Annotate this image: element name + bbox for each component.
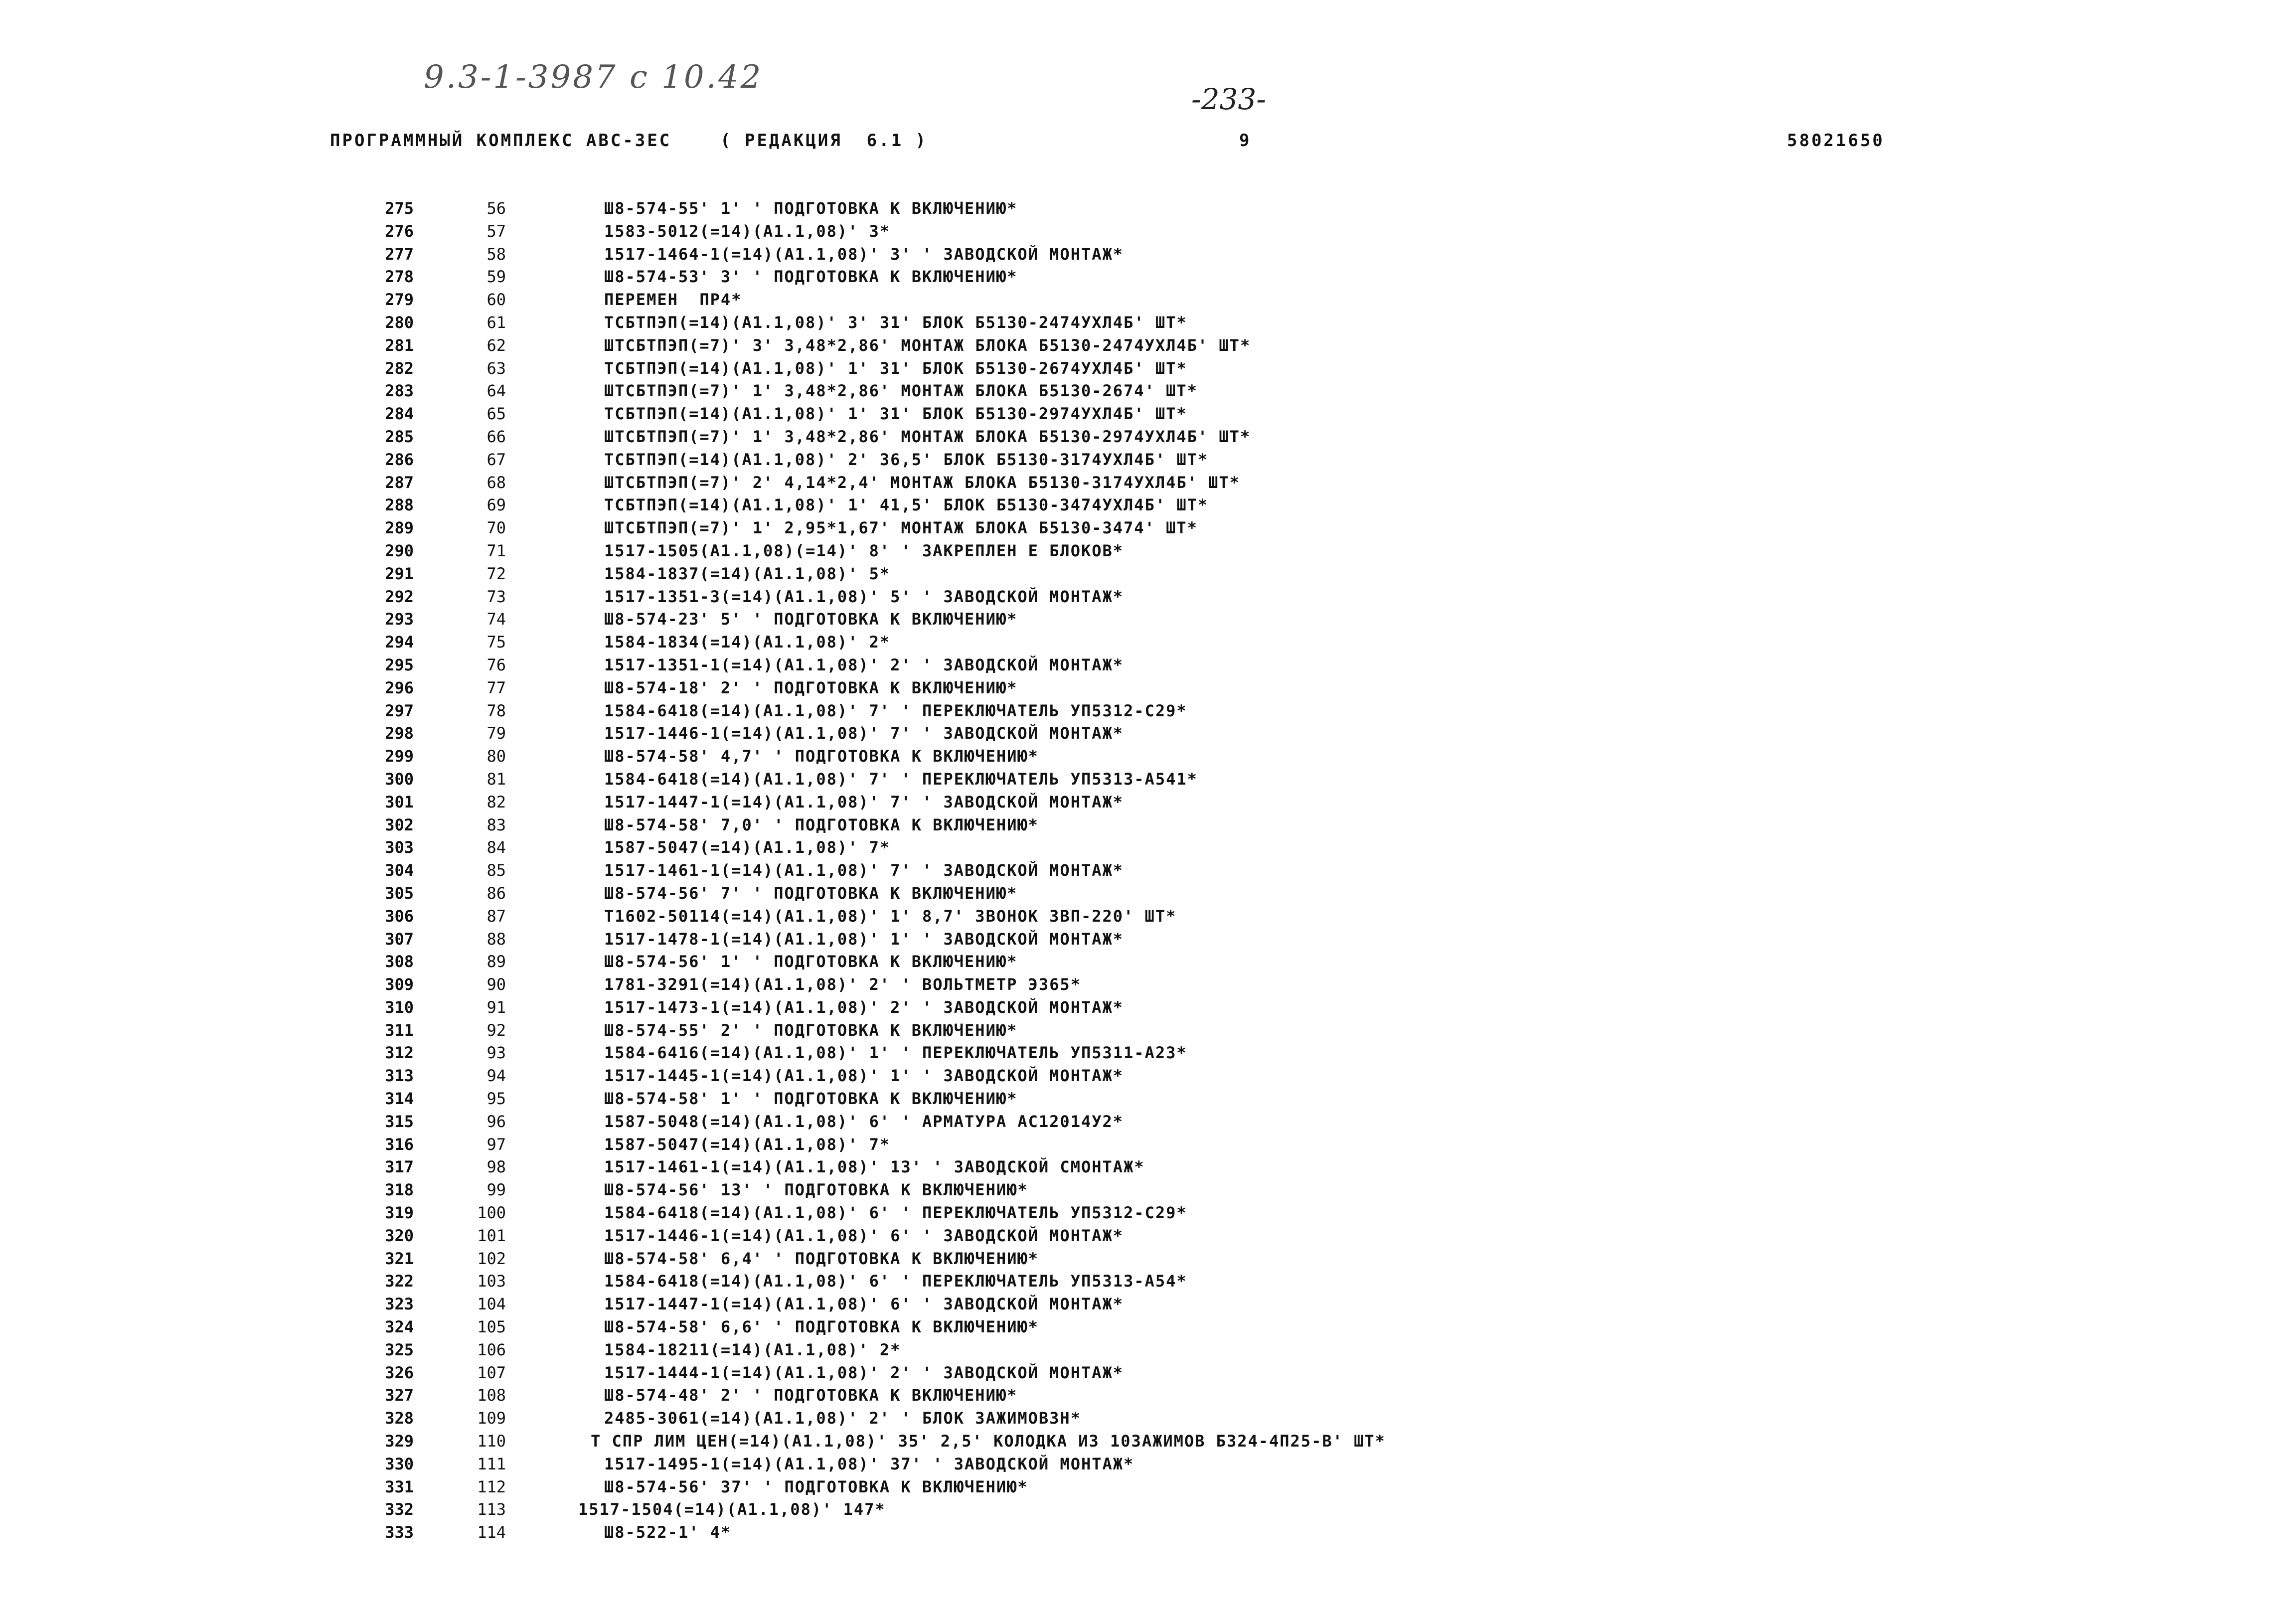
page-number: -233-	[1191, 82, 1266, 116]
sequence-number: 72	[486, 564, 506, 583]
line-number: 289	[385, 518, 414, 538]
listing-row	[0, 334, 2270, 357]
line-number: 332	[385, 1500, 414, 1519]
statement-text: 1517-1447-1(=14)(А1.1,08)' 7' ' ЗАВОДСКОЙ МОНТАЖ*	[604, 792, 1124, 812]
line-number: 331	[385, 1477, 414, 1496]
line-number: 328	[385, 1409, 414, 1428]
statement-text: 1517-1473-1(=14)(А1.1,08)' 2' ' ЗАВОДСКОЙ МОНТАЖ*	[604, 997, 1124, 1017]
listing-row	[0, 608, 2270, 631]
listing-row	[0, 1134, 2270, 1156]
sequence-number: 59	[486, 267, 506, 287]
line-number: 294	[385, 633, 414, 652]
sequence-number: 94	[486, 1066, 506, 1086]
line-number: 306	[385, 906, 414, 926]
line-number: 303	[385, 838, 414, 857]
sequence-number: 76	[486, 655, 506, 674]
line-number: 323	[385, 1295, 414, 1314]
line-number: 318	[385, 1180, 414, 1200]
statement-text: 1517-1444-1(=14)(А1.1,08)' 2' ' ЗАВОДСКОЙ МОНТАЖ*	[604, 1363, 1124, 1382]
statement-text: Ш8-574-58' 7,0' ' ПОДГОТОВКА К ВКЛЮЧЕНИЮ*	[604, 815, 1039, 834]
line-number: 279	[385, 290, 414, 310]
sequence-number: 96	[486, 1112, 506, 1131]
statement-text: ПЕРЕМЕН ПР4*	[604, 290, 742, 310]
line-number: 292	[385, 587, 414, 606]
statement-text: ШТСБТПЭП(=7)' 1' 3,48*2,86' МОНТАЖ БЛОКА Б5130-2974УХЛ4Б' ШТ*	[604, 427, 1251, 446]
statement-text: Ш8-574-48' 2' ' ПОДГОТОВКА К ВКЛЮЧЕНИЮ*	[604, 1386, 1018, 1405]
line-number: 280	[385, 313, 414, 332]
listing-row	[0, 928, 2270, 951]
sequence-number: 99	[486, 1180, 506, 1200]
line-number: 307	[385, 929, 414, 949]
line-number: 285	[385, 427, 414, 446]
sequence-number: 86	[486, 883, 506, 903]
statement-text: Ш8-574-58' 1' ' ПОДГОТОВКА К ВКЛЮЧЕНИЮ*	[604, 1089, 1018, 1109]
listing-row	[0, 220, 2270, 243]
sequence-number: 106	[477, 1340, 506, 1359]
listing-row	[0, 1270, 2270, 1293]
sequence-number: 79	[486, 724, 506, 743]
statement-text: Ш8-522-1' 4*	[604, 1523, 732, 1542]
handwritten-note: 9.3-1-3987 с 10.42	[424, 59, 763, 96]
statement-text: 1517-1351-3(=14)(А1.1,08)' 5' ' ЗАВОДСКОЙ МОНТАЖ*	[604, 587, 1124, 606]
line-number: 324	[385, 1317, 414, 1337]
sequence-number: 75	[486, 633, 506, 652]
statement-text: Ш8-574-56' 13' ' ПОДГОТОВКА К ВКЛЮЧЕНИЮ*	[604, 1180, 1028, 1200]
line-number: 325	[385, 1340, 414, 1359]
sequence-number: 110	[477, 1432, 506, 1451]
sequence-number: 89	[486, 952, 506, 972]
listing-row	[0, 996, 2270, 1019]
line-number: 321	[385, 1249, 414, 1268]
line-number: 300	[385, 769, 414, 789]
line-number: 308	[385, 952, 414, 972]
sequence-number: 92	[486, 1020, 506, 1040]
sequence-number: 98	[486, 1157, 506, 1177]
listing-row	[0, 586, 2270, 609]
line-number: 295	[385, 655, 414, 674]
statement-text: ШТСБТПЭП(=7)' 3' 3,48*2,86' МОНТАЖ БЛОКА Б5130-2474УХЛ4Б' ШТ*	[604, 335, 1251, 355]
line-number: 299	[385, 747, 414, 766]
line-number: 309	[385, 975, 414, 994]
statement-text: 1517-1445-1(=14)(А1.1,08)' 1' ' ЗАВОДСКОЙ МОНТАЖ*	[604, 1066, 1124, 1086]
statement-text: Ш8-574-55' 2' ' ПОДГОТОВКА К ВКЛЮЧЕНИЮ*	[604, 1020, 1018, 1040]
listing-row	[0, 859, 2270, 882]
sequence-number: 57	[486, 221, 506, 241]
line-number: 302	[385, 815, 414, 834]
sequence-number: 78	[486, 701, 506, 720]
listing-row	[0, 1430, 2270, 1453]
statement-text: 2485-3061(=14)(А1.1,08)' 2' ' БЛОК ЗАЖИМОВ3Н*	[604, 1409, 1081, 1428]
listing-row	[0, 1453, 2270, 1476]
listing-row	[0, 1019, 2270, 1042]
header-document-code: 58021650	[1787, 131, 1885, 151]
line-number: 286	[385, 450, 414, 469]
statement-text: ТСБТПЭП(=14)(А1.1,08)' 1' 41,5' БЛОК Б5130-3474УХЛ4Б' ШТ*	[604, 495, 1209, 515]
sequence-number: 68	[486, 473, 506, 492]
listing-row	[0, 266, 2270, 289]
listing-row	[0, 836, 2270, 859]
statement-text: Ш8-574-58' 6,4' ' ПОДГОТОВКА К ВКЛЮЧЕНИЮ*	[604, 1249, 1039, 1268]
line-number: 287	[385, 473, 414, 492]
listing-row	[0, 1521, 2270, 1544]
sequence-number: 63	[486, 358, 506, 378]
sequence-number: 109	[477, 1409, 506, 1428]
sequence-number: 91	[486, 997, 506, 1017]
sequence-number: 104	[477, 1295, 506, 1314]
listing-row	[0, 1179, 2270, 1202]
sequence-number: 62	[486, 335, 506, 355]
sequence-number: 60	[486, 290, 506, 310]
sequence-number: 88	[486, 929, 506, 949]
line-number: 291	[385, 564, 414, 583]
line-number: 283	[385, 381, 414, 401]
listing-row	[0, 1225, 2270, 1248]
line-number: 322	[385, 1272, 414, 1291]
statement-text: 1584-1837(=14)(А1.1,08)' 5*	[604, 564, 891, 583]
line-number: 311	[385, 1020, 414, 1040]
sequence-number: 82	[486, 792, 506, 812]
statement-text: 1517-1461-1(=14)(А1.1,08)' 7' ' ЗАВОДСКОЙ МОНТАЖ*	[604, 861, 1124, 880]
statement-text: 1517-1495-1(=14)(А1.1,08)' 37' ' ЗАВОДСКОЙ МОНТАЖ*	[604, 1454, 1135, 1473]
listing-row	[0, 974, 2270, 996]
statement-text: ТСБТПЭП(=14)(А1.1,08)' 2' 36,5' БЛОК Б5130-3174УХЛ4Б' ШТ*	[604, 450, 1209, 469]
sequence-number: 100	[477, 1203, 506, 1223]
statement-text: Ш8-574-18' 2' ' ПОДГОТОВКА К ВКЛЮЧЕНИЮ*	[604, 678, 1018, 697]
sequence-number: 102	[477, 1249, 506, 1268]
listing-row	[0, 768, 2270, 791]
sequence-number: 103	[477, 1272, 506, 1291]
listing-row	[0, 905, 2270, 928]
statement-text: 1781-3291(=14)(А1.1,08)' 2' ' ВОЛЬТМЕТР Э365*	[604, 975, 1081, 994]
sequence-number: 114	[477, 1523, 506, 1542]
line-number: 320	[385, 1226, 414, 1245]
listing-row	[0, 1088, 2270, 1111]
statement-text: 1517-1478-1(=14)(А1.1,08)' 1' ' ЗАВОДСКОЙ МОНТАЖ*	[604, 929, 1124, 949]
listing-row	[0, 1202, 2270, 1225]
sequence-number: 85	[486, 861, 506, 880]
statement-text: 1583-5012(=14)(А1.1,08)' 3*	[604, 221, 891, 241]
line-number: 275	[385, 199, 414, 218]
line-number: 329	[385, 1432, 414, 1451]
line-number: 276	[385, 221, 414, 241]
statement-text: Ш8-574-56' 7' ' ПОДГОТОВКА К ВКЛЮЧЕНИЮ*	[604, 883, 1018, 903]
statement-text: ШТСБТПЭП(=7)' 1' 2,95*1,67' МОНТАЖ БЛОКА Б5130-3474' ШТ*	[604, 518, 1198, 538]
line-number: 288	[385, 495, 414, 515]
statement-text: ШТСБТПЭП(=7)' 2' 4,14*2,4' МОНТАЖ БЛОКА Б5130-3174УХЛ4Б' ШТ*	[604, 473, 1240, 492]
line-number: 333	[385, 1523, 414, 1542]
line-number: 290	[385, 541, 414, 560]
listing-row	[0, 1156, 2270, 1179]
listing-row	[0, 1362, 2270, 1385]
listing-row	[0, 540, 2270, 563]
listing-row	[0, 951, 2270, 974]
statement-text: Т1602-50114(=14)(А1.1,08)' 1' 8,7' ЗВОНОК ЗВП-220' ШТ*	[604, 906, 1177, 926]
line-number: 313	[385, 1066, 414, 1086]
listing-row	[0, 1476, 2270, 1499]
statement-text: 1584-6416(=14)(А1.1,08)' 1' ' ПЕРЕКЛЮЧАТЕЛЬ УП5311-А23*	[604, 1043, 1187, 1063]
listing-row	[0, 1293, 2270, 1316]
line-number: 315	[385, 1112, 414, 1131]
listing-row	[0, 677, 2270, 700]
line-number: 296	[385, 678, 414, 697]
sequence-number: 61	[486, 313, 506, 332]
statement-text: 1584-6418(=14)(А1.1,08)' 6' ' ПЕРЕКЛЮЧАТЕЛЬ УП5312-С29*	[604, 1203, 1187, 1223]
sequence-number: 69	[486, 495, 506, 515]
sequence-number: 97	[486, 1135, 506, 1154]
line-number: 284	[385, 404, 414, 424]
program-listing	[0, 197, 2270, 1544]
header-sheet-number: 9	[1239, 131, 1252, 151]
line-number: 310	[385, 997, 414, 1017]
line-number: 327	[385, 1386, 414, 1405]
sequence-number: 70	[486, 518, 506, 538]
sequence-number: 77	[486, 678, 506, 697]
line-number: 278	[385, 267, 414, 287]
listing-row	[0, 403, 2270, 426]
line-number: 277	[385, 244, 414, 264]
sequence-number: 84	[486, 838, 506, 857]
statement-text: Ш8-574-55' 1' ' ПОДГОТОВКА К ВКЛЮЧЕНИЮ*	[604, 199, 1018, 218]
statement-text: Ш8-574-58' 4,7' ' ПОДГОТОВКА К ВКЛЮЧЕНИЮ*	[604, 747, 1039, 766]
sequence-number: 71	[486, 541, 506, 560]
statement-text: ТСБТПЭП(=14)(А1.1,08)' 3' 31' БЛОК Б5130-2474УХЛ4Б' ШТ*	[604, 313, 1187, 332]
sequence-number: 87	[486, 906, 506, 926]
statement-text: ШТСБТПЭП(=7)' 1' 3,48*2,86' МОНТАЖ БЛОКА Б5130-2674' ШТ*	[604, 381, 1198, 401]
statement-text: Ш8-574-23' 5' ' ПОДГОТОВКА К ВКЛЮЧЕНИЮ*	[604, 610, 1018, 629]
sequence-number: 113	[477, 1500, 506, 1519]
sequence-number: 93	[486, 1043, 506, 1063]
listing-row	[0, 1111, 2270, 1134]
statement-text: ТСБТПЭП(=14)(А1.1,08)' 1' 31' БЛОК Б5130-2974УХЛ4Б' ШТ*	[604, 404, 1187, 424]
listing-row	[0, 1498, 2270, 1521]
listing-row	[0, 1042, 2270, 1065]
line-number: 317	[385, 1157, 414, 1177]
statement-text: 1584-1834(=14)(А1.1,08)' 2*	[604, 633, 891, 652]
statement-text: Ш8-574-53' 3' ' ПОДГОТОВКА К ВКЛЮЧЕНИЮ*	[604, 267, 1018, 287]
line-number: 293	[385, 610, 414, 629]
sequence-number: 105	[477, 1317, 506, 1337]
line-number: 301	[385, 792, 414, 812]
listing-row	[0, 312, 2270, 334]
sequence-number: 80	[486, 747, 506, 766]
sequence-number: 101	[477, 1226, 506, 1245]
listing-row	[0, 426, 2270, 449]
statement-text: 1584-18211(=14)(А1.1,08)' 2*	[604, 1340, 901, 1359]
sequence-number: 67	[486, 450, 506, 469]
statement-text: 1517-1464-1(=14)(А1.1,08)' 3' ' ЗАВОДСКОЙ МОНТАЖ*	[604, 244, 1124, 264]
listing-row	[0, 563, 2270, 586]
listing-row	[0, 1248, 2270, 1271]
listing-row	[0, 882, 2270, 905]
header-title: ПРОГРАММНЫЙ КОМПЛЕКС АВС-3ЕС ( РЕДАКЦИЯ 6.1 )	[330, 131, 928, 151]
sequence-number: 81	[486, 769, 506, 789]
listing-row	[0, 654, 2270, 677]
statement-text: 1517-1505(А1.1,08)(=14)' 8' ' ЗАКРЕПЛЕН Е БЛОКОВ*	[604, 541, 1124, 560]
listing-row	[0, 814, 2270, 837]
statement-text: 1517-1351-1(=14)(А1.1,08)' 2' ' ЗАВОДСКОЙ МОНТАЖ*	[604, 655, 1124, 674]
statement-text: Ш8-574-56' 37' ' ПОДГОТОВКА К ВКЛЮЧЕНИЮ*	[604, 1477, 1028, 1496]
statement-text: 1517-1446-1(=14)(А1.1,08)' 6' ' ЗАВОДСКОЙ МОНТАЖ*	[604, 1226, 1124, 1245]
line-number: 330	[385, 1454, 414, 1473]
sequence-number: 73	[486, 587, 506, 606]
listing-row	[0, 1407, 2270, 1430]
line-number: 312	[385, 1043, 414, 1063]
listing-row	[0, 1316, 2270, 1339]
sequence-number: 58	[486, 244, 506, 264]
sequence-number: 108	[477, 1386, 506, 1405]
listing-row	[0, 472, 2270, 494]
sequence-number: 90	[486, 975, 506, 994]
listing-row	[0, 517, 2270, 540]
listing-row	[0, 197, 2270, 220]
statement-text: 1584-6418(=14)(А1.1,08)' 7' ' ПЕРЕКЛЮЧАТЕЛЬ УП5312-С29*	[604, 701, 1187, 720]
sequence-number: 56	[486, 199, 506, 218]
listing-row	[0, 745, 2270, 768]
line-number: 326	[385, 1363, 414, 1382]
listing-row	[0, 380, 2270, 403]
statement-text: 1517-1446-1(=14)(А1.1,08)' 7' ' ЗАВОДСКОЙ МОНТАЖ*	[604, 724, 1124, 743]
sequence-number: 107	[477, 1363, 506, 1382]
line-number: 297	[385, 701, 414, 720]
line-number: 316	[385, 1135, 414, 1154]
listing-row	[0, 1384, 2270, 1407]
sequence-number: 111	[477, 1454, 506, 1473]
listing-row	[0, 1339, 2270, 1362]
sequence-number: 83	[486, 815, 506, 834]
statement-text: 1587-5047(=14)(А1.1,08)' 7*	[604, 1135, 891, 1154]
listing-row	[0, 357, 2270, 380]
sequence-number: 66	[486, 427, 506, 446]
statement-text: 1584-6418(=14)(А1.1,08)' 7' ' ПЕРЕКЛЮЧАТЕЛЬ УП5313-А541*	[604, 769, 1198, 789]
sequence-number: 64	[486, 381, 506, 401]
line-number: 314	[385, 1089, 414, 1109]
statement-text: Ш8-574-58' 6,6' ' ПОДГОТОВКА К ВКЛЮЧЕНИЮ*	[604, 1317, 1039, 1337]
statement-text: 1587-5047(=14)(А1.1,08)' 7*	[604, 838, 891, 857]
statement-text: ТСБТПЭП(=14)(А1.1,08)' 1' 31' БЛОК Б5130-2674УХЛ4Б' ШТ*	[604, 358, 1187, 378]
statement-text: Т СПР ЛИМ ЦЕН(=14)(А1.1,08)' 35' 2,5' КОЛОДКА ИЗ 10ЗАЖИМОВ Б324-4П25-В' ШТ*	[591, 1432, 1386, 1451]
listing-row	[0, 700, 2270, 723]
sequence-number: 95	[486, 1089, 506, 1109]
line-number: 304	[385, 861, 414, 880]
listing-row	[0, 791, 2270, 814]
statement-text: 1517-1461-1(=14)(А1.1,08)' 13' ' ЗАВОДСКОЙ СМОНТАЖ*	[604, 1157, 1145, 1177]
line-number: 298	[385, 724, 414, 743]
listing-row	[0, 631, 2270, 654]
line-number: 305	[385, 883, 414, 903]
listing-row	[0, 243, 2270, 266]
line-number: 281	[385, 335, 414, 355]
listing-row	[0, 449, 2270, 472]
sequence-number: 65	[486, 404, 506, 424]
statement-text: 1517-1447-1(=14)(А1.1,08)' 6' ' ЗАВОДСКОЙ МОНТАЖ*	[604, 1295, 1124, 1314]
sequence-number: 74	[486, 610, 506, 629]
statement-text: 1584-6418(=14)(А1.1,08)' 6' ' ПЕРЕКЛЮЧАТЕЛЬ УП5313-А54*	[604, 1272, 1187, 1291]
statement-text: 1587-5048(=14)(А1.1,08)' 6' ' АРМАТУРА АС12014У2*	[604, 1112, 1124, 1131]
statement-text: 1517-1504(=14)(А1.1,08)' 147*	[578, 1500, 886, 1519]
listing-row	[0, 494, 2270, 517]
listing-row	[0, 1065, 2270, 1088]
sequence-number: 112	[477, 1477, 506, 1496]
line-number: 319	[385, 1203, 414, 1223]
listing-row	[0, 722, 2270, 745]
statement-text: Ш8-574-56' 1' ' ПОДГОТОВКА К ВКЛЮЧЕНИЮ*	[604, 952, 1018, 972]
line-number: 282	[385, 358, 414, 378]
listing-row	[0, 289, 2270, 312]
